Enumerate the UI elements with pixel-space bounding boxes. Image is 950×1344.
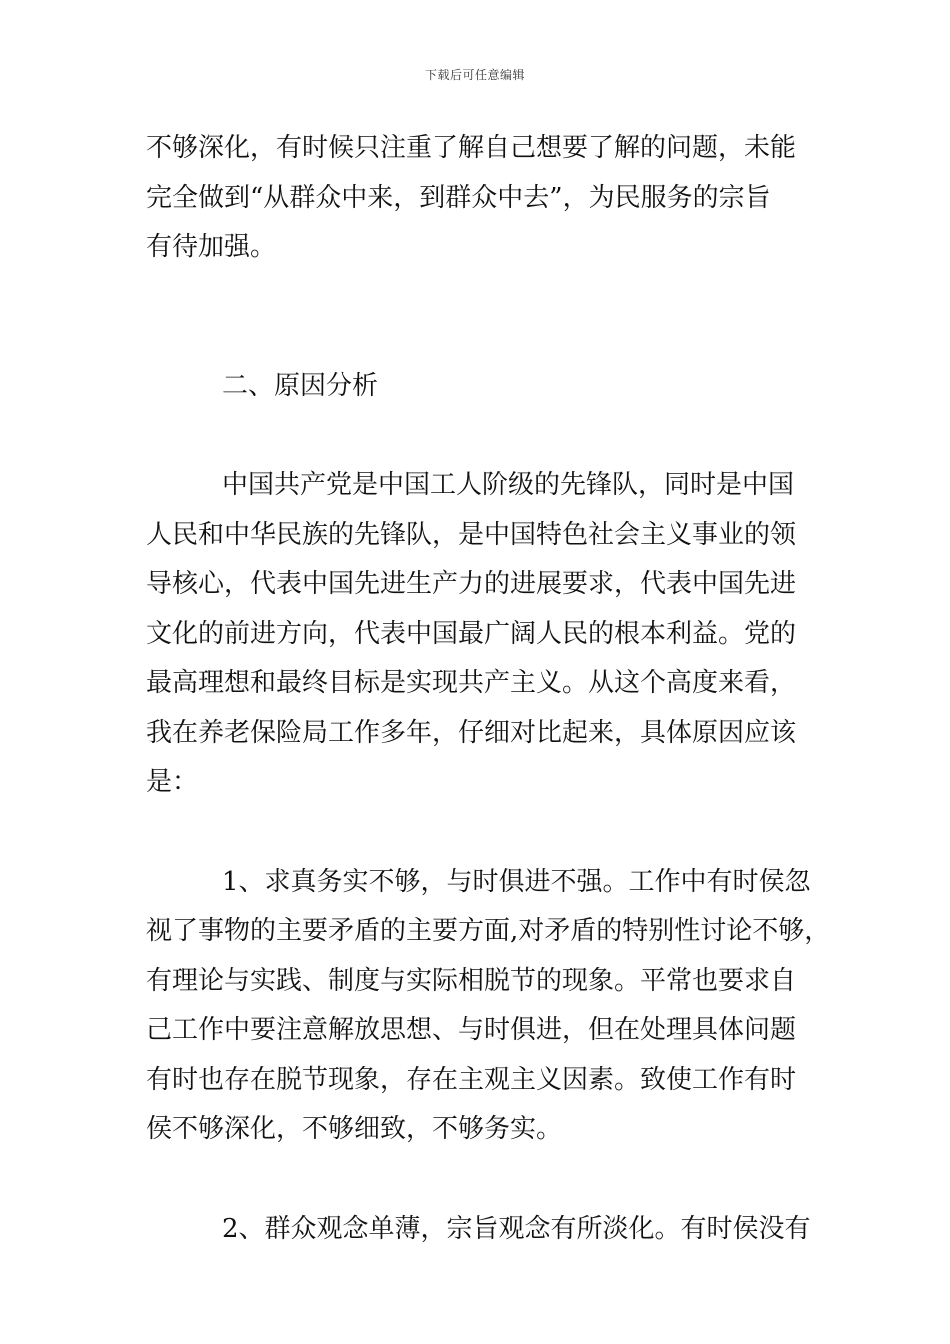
text-line: 有待加强。 [146,232,277,262]
text-line: 文化的前进方向，代表中国最广阔人民的根本利益。党的 [146,618,797,649]
text-line: 是： [146,767,199,797]
text-line: 1、求真务实不够，与时俱进不强。工作中有时侯忽 [222,866,811,897]
page-header-note: 下载后可任意编辑 [424,68,525,82]
paragraph-point-2 [146,1205,826,1255]
text-line: 我在养老保险局工作多年，仔细对比起来，具体原因应该 [146,717,797,748]
text-line: 2、群众观念单薄，宗旨观念有所淡化。有时侯没有 [222,1213,811,1244]
paragraph-continuation [146,124,826,273]
text-line: 有理论与实践、制度与实际相脱节的现象。平常也要求自 [146,965,797,996]
text-line: 视了事物的主要矛盾的主要方面,对矛盾的特别性讨论不够， [146,916,831,946]
heading-text: 二、原因分析 [222,370,379,401]
text-line: 导核心，代表中国先进生产力的进展要求，代表中国先进 [146,569,797,599]
text-line: 人民和中华民族的先锋队，是中国特色社会主义事业的领 [146,519,797,550]
text-line: 不够深化，有时候只注重了解自己想要了解的问题，未能 [146,133,797,163]
text-line: 最高理想和最终目标是实现共产主义。从这个高度来看， [146,668,797,698]
document-body [146,124,831,1254]
text-line: 完全做到“从群众中来，到群众中去”，为民服务的宗旨 [146,182,771,213]
text-line: 有时也存在脱节现象，存在主观主义因素。致使工作有时 [146,1064,797,1095]
text-line: 中国共产党是中国工人阶级的先锋队，同时是中国 [222,470,795,500]
paragraph-intro [146,461,826,808]
text-line: 己工作中要注意解放思想、与时俱进，但在处理具体问题 [146,1015,797,1045]
section-heading [146,362,826,412]
paragraph-point-1 [146,858,831,1155]
text-line: 侯不够深化，不够细致，不够务实。 [146,1114,563,1144]
